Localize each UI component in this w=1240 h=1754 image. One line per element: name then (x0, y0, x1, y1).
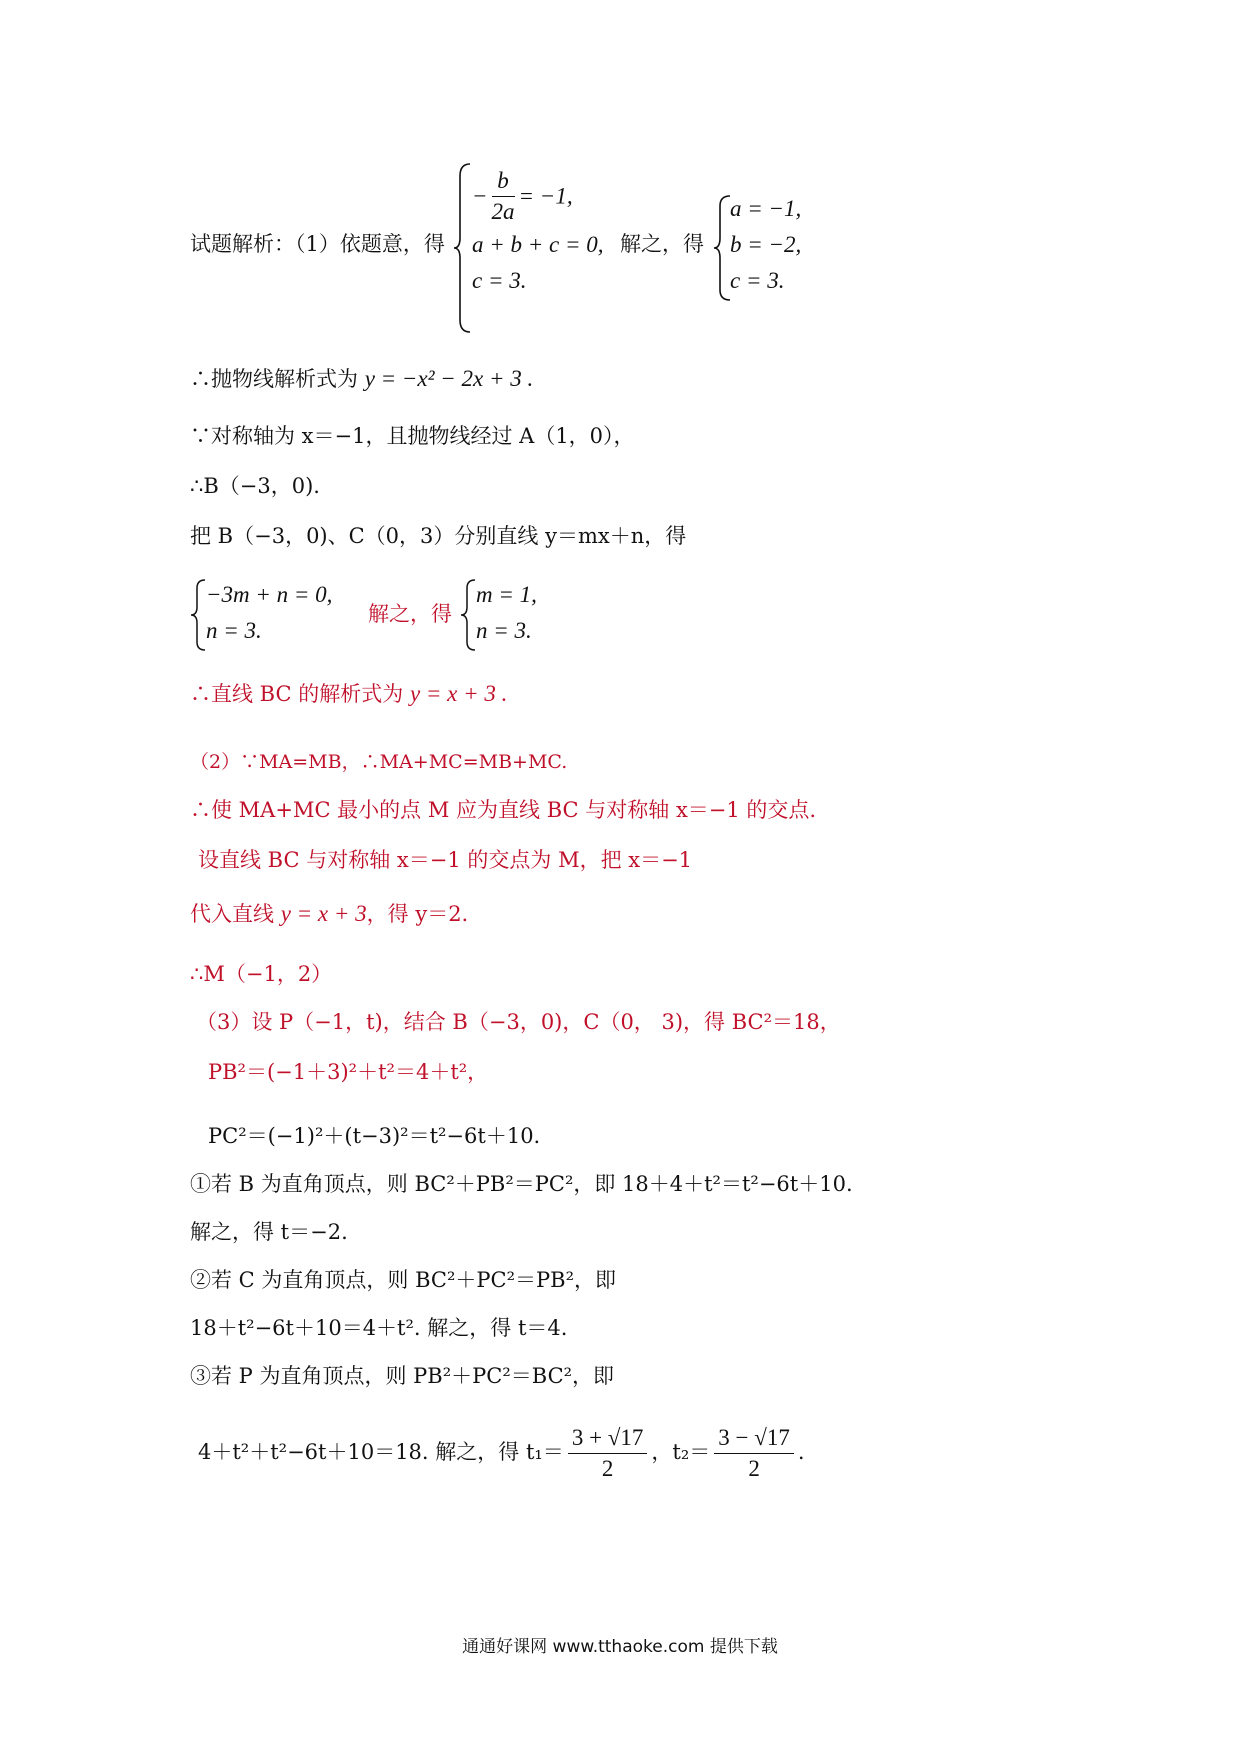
part3-line6: ②若 C 为直角顶点，则 BC²＋PC²＝PB²，即 (190, 1268, 616, 1292)
part2-line4: 代入直线 y = x + 3，得 y＝2. (190, 901, 469, 926)
part3-line5: 解之，得 t＝−2. (190, 1220, 348, 1244)
fraction-t1: $\frac{3 + √17}{2}$ (568, 1423, 648, 1484)
system2-line1: a = −1, (730, 196, 802, 221)
system2-line3: c = 3. (730, 268, 785, 293)
part2-line5: ∴M（−1，2） (190, 962, 333, 986)
part3-line4: ①若 B 为直角顶点，则 BC²＋PB²＝PC²，即 18＋4＋t²＝t²−6t＋10. (190, 1172, 853, 1196)
part3-line2: PB²＝(−1＋3)²＋t²＝4＋t²， (208, 1060, 489, 1084)
footer-text: 通通好课网 www.tthaoke.com 提供下载 (462, 1637, 778, 1657)
parabola-line: ∴抛物线解析式为 y = −x² − 2x + 3 . (190, 366, 534, 391)
part2-line3: 设直线 BC 与对称轴 x＝−1 的交点为 M，把 x＝−1 (198, 848, 693, 872)
fraction-b-over-2a: $\frac{b}{2a}$ (491, 168, 515, 224)
part2-line2: ∴使 MA+MC 最小的点 M 应为直线 BC 与对称轴 x＝−1 的交点. (190, 798, 817, 822)
system1-line3: c = 3. (472, 268, 527, 293)
system3-line2: n = 3. (206, 618, 262, 643)
substitute-line: 把 B（−3，0)、C（0，3）分别直线 y＝mx＋n，得 (190, 524, 687, 548)
point-b-line: ∴B（−3，0). (190, 474, 320, 498)
part2-line1: （2）∵MA=MB，∴MA+MC=MB+MC. (190, 751, 568, 773)
axis-line: ∵对称轴为 x＝−1，且抛物线经过 A（1，0）， (190, 424, 635, 448)
system1-line2: a + b + c = 0, (472, 232, 604, 257)
solution-intro: 试题解析：（1）依题意，得 (190, 232, 445, 256)
system4-line1: m = 1, (476, 582, 537, 607)
part3-line9: 4＋t²＋t²−6t＋10＝18. 解之，得 t₁＝ $\frac{3 + √17}{2}$ ，t₂＝ $\frac{3 - √17}{2}$ . (198, 1420, 805, 1484)
bc-line-result: ∴直线 BC 的解析式为 y = x + 3 . (190, 681, 508, 706)
solve-label-2: 解之，得 (368, 602, 452, 626)
system2-line2: b = −2, (730, 232, 802, 257)
part3-line8: ③若 P 为直角顶点，则 PB²＋PC²＝BC²，即 (190, 1364, 615, 1388)
system4-line2: n = 3. (476, 618, 532, 643)
solve-label-1: 解之，得 (620, 232, 704, 256)
fraction-t2: $\frac{3 - √17}{2}$ (714, 1423, 794, 1484)
system3-line1: −3m + n = 0, (206, 582, 333, 607)
part3-line3: PC²＝(−1)²＋(t−3)²＝t²−6t＋10. (208, 1124, 541, 1148)
system1-brace (452, 162, 474, 334)
part3-line1: （3）设 P（−1，t)，结合 B（−3，0)，C（0， 3)，得 BC²＝18， (196, 1010, 841, 1034)
system1-line1: − $\frac{b}{2a}$ = −1, (472, 166, 573, 227)
part3-line7: 18＋t²−6t＋10＝4＋t². 解之，得 t＝4. (190, 1316, 568, 1340)
